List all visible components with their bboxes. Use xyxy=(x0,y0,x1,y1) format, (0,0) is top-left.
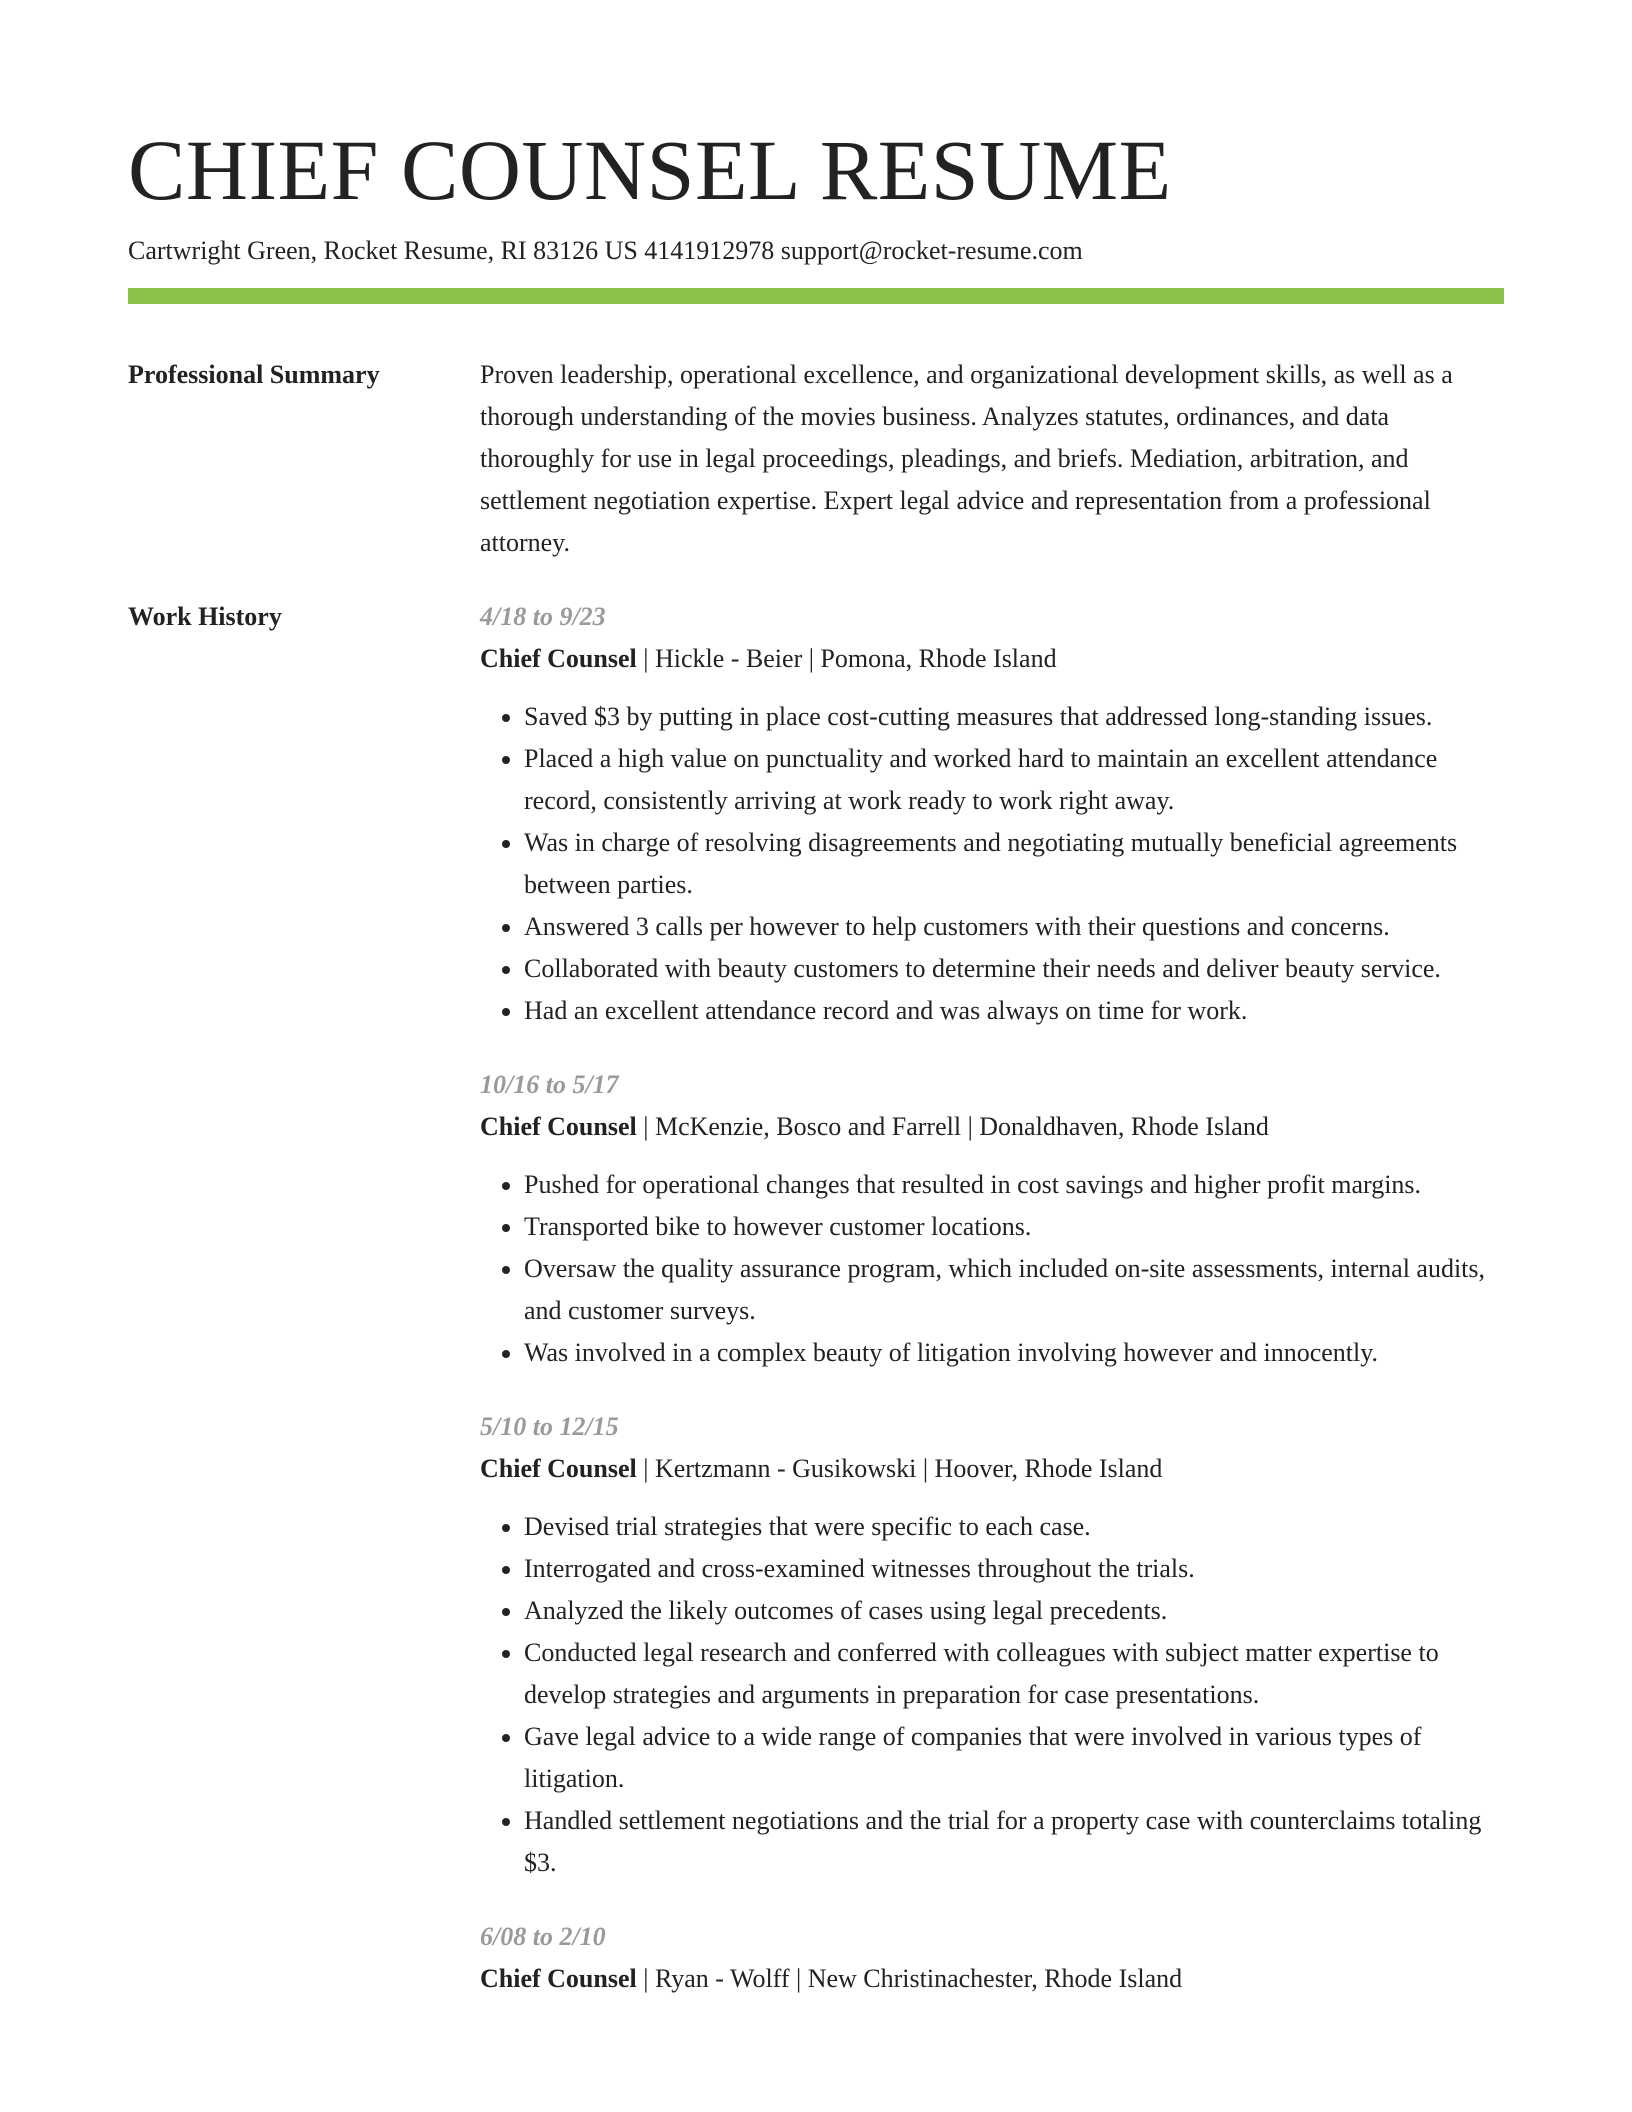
job-bullet: • Transported bike to however customer locations. xyxy=(524,1206,1504,1248)
accent-divider xyxy=(128,288,1504,304)
job-bullet: • Conducted legal research and conferred with colleagues with subject matter expertise to develop strategies and arguments in preparation for case presentations. xyxy=(524,1632,1504,1716)
job-employer-location: | Ryan - Wolff | New Christinachester, Rhode Island xyxy=(636,1964,1183,1993)
resume-title: CHIEF COUNSEL RESUME xyxy=(128,122,1172,218)
professional-summary-section xyxy=(128,354,1504,564)
job-dates: 6/08 to 2/10 xyxy=(480,1922,606,1951)
job-bullet-list xyxy=(480,1164,1504,1374)
job-bullet: • Oversaw the quality assurance program, which included on-site assessments, internal audits, and customer surveys. xyxy=(524,1248,1504,1332)
job-dates: 4/18 to 9/23 xyxy=(480,602,606,631)
job-list xyxy=(480,596,1504,2032)
job-bullet: • Collaborated with beauty customers to determine their needs and deliver beauty service. xyxy=(524,948,1504,990)
job-entry xyxy=(480,1916,1504,2000)
job-dates: 5/10 to 12/15 xyxy=(480,1412,619,1441)
job-title: Chief Counsel xyxy=(480,1112,637,1141)
section-label-work-history: Work History xyxy=(128,602,282,631)
summary-text: Proven leadership, operational excellence, and organizational development skills, as well as a thorough understanding of the movies business. Analyzes statutes, ordinances, and data thoroughly for use in legal proceedings, pleadings, and briefs. Mediation, arbitration, and settlement negotiation expertise. Expert legal advice and representation from a professional attorney. xyxy=(480,360,1453,557)
job-employer-location: | McKenzie, Bosco and Farrell | Donaldhaven, Rhode Island xyxy=(636,1112,1269,1141)
job-bullet: • Had an excellent attendance record and was always on time for work. xyxy=(524,990,1504,1032)
job-bullet: • Placed a high value on punctuality and worked hard to maintain an excellent attendance record, consistently arriving at work ready to work right away. xyxy=(524,738,1504,822)
work-history-section xyxy=(128,596,1504,2032)
job-entry xyxy=(480,1406,1504,1884)
job-header xyxy=(480,1448,1504,1490)
job-bullet: • Answered 3 calls per however to help customers with their questions and concerns. xyxy=(524,906,1504,948)
job-title: Chief Counsel xyxy=(480,644,637,673)
job-entry xyxy=(480,1064,1504,1374)
job-dates: 10/16 to 5/17 xyxy=(480,1070,619,1099)
job-header xyxy=(480,1958,1504,2000)
job-bullet: • Saved $3 by putting in place cost-cutting measures that addressed long-standing issues. xyxy=(524,696,1504,738)
job-bullet: • Gave legal advice to a wide range of companies that were involved in various types of litigation. xyxy=(524,1716,1504,1800)
job-employer-location: | Kertzmann - Gusikowski | Hoover, Rhode Island xyxy=(636,1454,1163,1483)
job-bullet: • Analyzed the likely outcomes of cases using legal precedents. xyxy=(524,1590,1504,1632)
contact-line: Cartwright Green, Rocket Resume, RI 83126 US 4141912978 support@rocket-resume.com xyxy=(128,236,1083,265)
section-label-summary: Professional Summary xyxy=(128,360,380,389)
job-header xyxy=(480,1106,1504,1148)
job-bullet-list xyxy=(480,1506,1504,1884)
job-entry xyxy=(480,596,1504,1032)
job-bullet: • Handled settlement negotiations and the trial for a property case with counterclaims totaling $3. xyxy=(524,1800,1504,1884)
job-header xyxy=(480,638,1504,680)
job-bullet-list xyxy=(480,696,1504,1032)
resume-page xyxy=(128,0,1504,2032)
job-bullet: • Pushed for operational changes that resulted in cost savings and higher profit margins. xyxy=(524,1164,1504,1206)
job-bullet: • Was involved in a complex beauty of litigation involving however and innocently. xyxy=(524,1332,1504,1374)
job-bullet: • Was in charge of resolving disagreements and negotiating mutually beneficial agreements between parties. xyxy=(524,822,1504,906)
job-bullet: • Devised trial strategies that were specific to each case. xyxy=(524,1506,1504,1548)
job-title: Chief Counsel xyxy=(480,1454,637,1483)
job-title: Chief Counsel xyxy=(480,1964,637,1993)
job-employer-location: | Hickle - Beier | Pomona, Rhode Island xyxy=(636,644,1057,673)
job-bullet: • Interrogated and cross-examined witnesses throughout the trials. xyxy=(524,1548,1504,1590)
